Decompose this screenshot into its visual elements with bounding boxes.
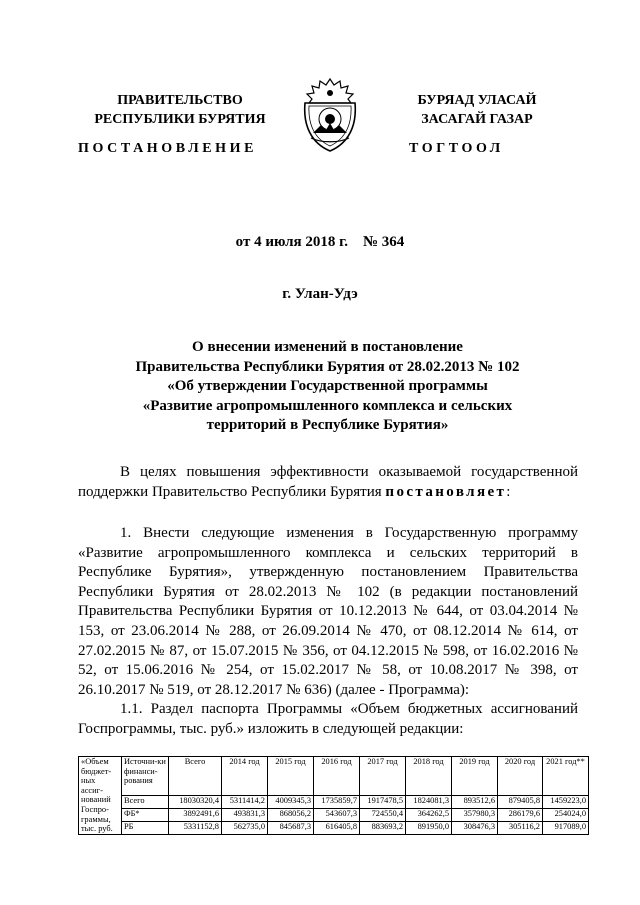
source-header: Источни-ки финанси-рования [122, 757, 169, 796]
table-row [79, 821, 589, 834]
row-total: 5331152,8 [169, 821, 222, 834]
preamble [78, 463, 578, 502]
item-1-text: 1. Внести следующие изменения в Государственную программу «Развитие агропромышленного комплекса и сельских территорий в Республике Бурятия», утвержденную постановлением Правительства Республики Бурятия от 28.02.2013 № 102 (в редакции постановлений Правительства Республики Бурятия от 10.12.2013 № 644, от 03.04.2014 № 153, от 23.06.2014 № 288, от 26.09.2014 № 470, от 08.12.2014 № 614, от 27.02.2015 № 87, от 15.07.2015 № 356, от 04.12.2015 № 598, от 16.02.2016 № 52, от 15.06.2016 № 254, от 15.02.2017 № 58, от 10.08.2017 № 398, от 26.10.2017 № 519, от 28.12.2017 № 636) (далее - Программа): [78, 525, 578, 698]
header-left [80, 91, 280, 129]
row-value: 5311414,2 [222, 796, 268, 809]
row-value: 4009345,3 [268, 796, 314, 809]
item-1-1-text: 1.1. Раздел паспорта Программы «Объем бюджетных ассигнований Госпрограммы, тыс. руб.» изложить в следующей редакции: [78, 701, 578, 737]
row-value: 917089,0 [543, 821, 589, 834]
year-header: 2014 год [222, 757, 268, 796]
row-total: 3892491,6 [169, 808, 222, 821]
row-value: 493831,3 [222, 808, 268, 821]
row-value: 845687,3 [268, 821, 314, 834]
row-value: 616405,8 [314, 821, 360, 834]
header-left-line1: ПРАВИТЕЛЬСТВО [117, 93, 243, 108]
row-value: 893512,6 [452, 796, 498, 809]
table-row [79, 796, 589, 809]
row-value: 543607,3 [314, 808, 360, 821]
row-value: 1917478,5 [360, 796, 406, 809]
row-value: 308476,3 [452, 821, 498, 834]
header-right [382, 91, 572, 129]
title-line: территорий в Республике Бурятия» [206, 417, 449, 433]
year-header: 2015 год [268, 757, 314, 796]
item-1 [78, 524, 578, 740]
doc-type-left: ПОСТАНОВЛЕНИЕ [78, 141, 258, 156]
row-value: 883693,2 [360, 821, 406, 834]
row-source: Всего [122, 796, 169, 809]
doc-type-right: ТОГТООЛ [409, 141, 504, 156]
year-header: 2021 год** [543, 757, 589, 796]
financing-table [78, 756, 589, 835]
city: г. Улан-Удэ [282, 286, 358, 302]
table-label-cell: «Объем бюджет-ных ассиг-нований Госпро-граммы, тыс. руб. [79, 757, 122, 835]
row-total: 18030320,4 [169, 796, 222, 809]
table-header-row [79, 757, 589, 796]
row-value: 879405,8 [498, 796, 543, 809]
title-line: Правительства Республики Бурятия от 28.02.2013 № 102 [135, 358, 520, 375]
year-header: 2019 год [452, 757, 498, 796]
header-right-line2: ЗАСАГАЙ ГАЗАР [421, 112, 533, 127]
row-value: 254024,0 [543, 808, 589, 821]
row-value: 364262,5 [406, 808, 452, 821]
preamble-verb: постановляет [385, 483, 507, 500]
year-header: 2017 год [360, 757, 406, 796]
year-header: 2016 год [314, 757, 360, 796]
row-source: РБ [122, 821, 169, 834]
year-header: 2018 год [406, 757, 452, 796]
total-header: Всего [169, 757, 222, 796]
row-value: 724550,4 [360, 808, 406, 821]
header-left-line2: РЕСПУБЛИКИ БУРЯТИЯ [94, 112, 266, 127]
row-source: ФБ* [122, 808, 169, 821]
row-value: 1459223,0 [543, 796, 589, 809]
year-header: 2020 год [498, 757, 543, 796]
preamble-end: : [506, 483, 511, 500]
title-line: «Об утверждении Государственной программы [167, 378, 488, 394]
row-value: 1735859,7 [314, 796, 360, 809]
header-right-line1: БУРЯАД УЛАСАЙ [417, 93, 537, 108]
title-line: «Развитие агропромышленного комплекса и сельских [142, 397, 513, 414]
coat-of-arms-emblem [297, 75, 363, 157]
date-number-line: от 4 июля 2018 г. № 364 [235, 234, 405, 250]
title-line: О внесении изменений в постановление [192, 339, 463, 355]
table-row [79, 808, 589, 821]
row-value: 357980,3 [452, 808, 498, 821]
document-title [100, 338, 555, 436]
row-value: 305116,2 [498, 821, 543, 834]
row-value: 868056,2 [268, 808, 314, 821]
preamble-text: В целях повышения эффективности оказываемой государственной поддержки Правительство Республики Бурятия [78, 464, 578, 500]
row-value: 562735,0 [222, 821, 268, 834]
row-value: 891950,0 [406, 821, 452, 834]
row-value: 286179,6 [498, 808, 543, 821]
row-value: 1824081,3 [406, 796, 452, 809]
